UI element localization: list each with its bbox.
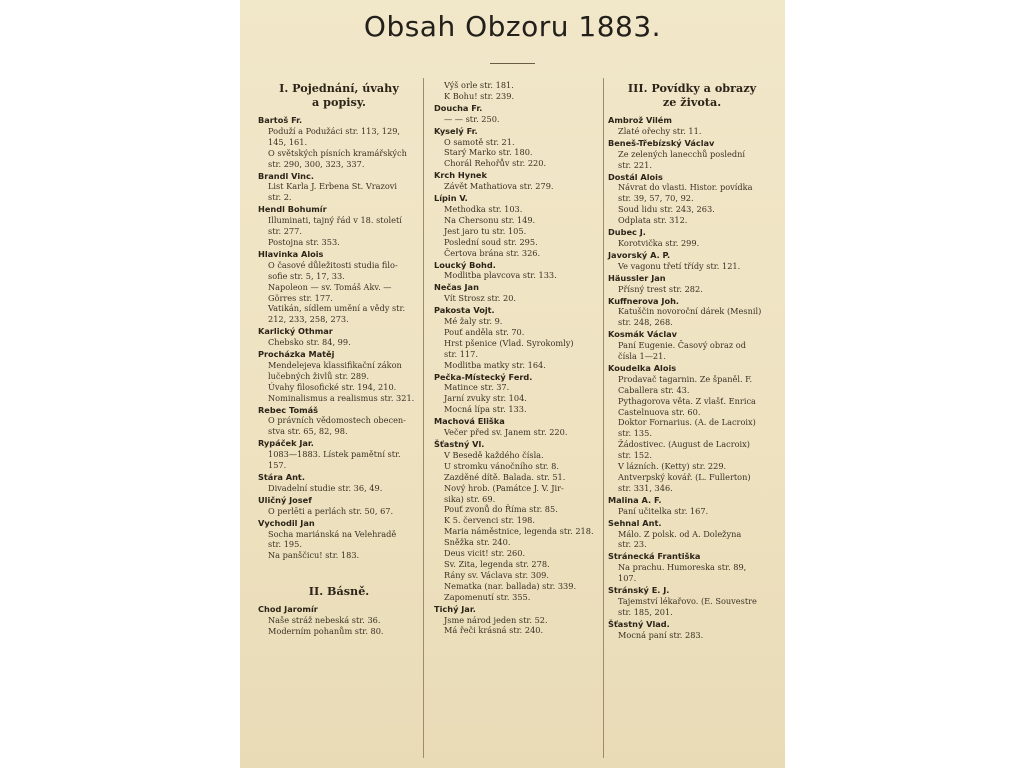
entry-line: Modlitba matky str. 164.	[444, 359, 546, 370]
entry-line: Nematka (nar. ballada) str. 339.	[444, 580, 577, 591]
author-name: Vychodil Jan	[258, 517, 315, 528]
author-block	[608, 329, 776, 362]
page-title: Obsah Obzoru 1883.	[363, 10, 662, 43]
entry-line: Postojna str. 353.	[268, 236, 340, 247]
entry-line: Zlaté ořechy str. 11.	[618, 125, 702, 136]
entry-line: Maria náměstnice, legenda str. 218.	[444, 526, 594, 537]
entry-line: Úvahy filosofické str. 194, 210.	[268, 381, 397, 392]
entry-line: O právních vědomostech obecen-	[268, 415, 406, 426]
entry-line: Výš orle str. 181.	[444, 80, 514, 90]
entry-line: Na prachu. Humoreska str. 89,	[618, 562, 747, 573]
entry-line: Deus vicit! str. 260.	[444, 548, 526, 559]
entry-line: O perlēti a perlách str. 50, 67.	[268, 505, 394, 516]
author-name: Tichý Jar.	[434, 603, 476, 614]
entry-line: Zapomenutí str. 355.	[444, 591, 531, 602]
entry-line: str. 117.	[444, 348, 478, 359]
entry-line: Rány sv. Václava str. 309.	[444, 569, 549, 580]
author-name: Karlický Othmar	[258, 326, 333, 337]
entry-line: Methodka str. 103.	[444, 203, 523, 214]
author-block	[258, 326, 420, 348]
entry-line: Tajemství lékařovo. (E. Souvestre	[618, 595, 757, 606]
author-block	[608, 619, 776, 641]
author-name: Procházka Matěj	[258, 349, 335, 360]
entry-line: Jarní zvuky str. 104.	[444, 393, 527, 404]
title-divider	[490, 63, 535, 64]
entry-line: Pouť anděla str. 70.	[444, 326, 525, 337]
author-name: Hlavinka Alois	[258, 248, 324, 259]
entry-line: Mocná lípa str. 133.	[444, 404, 527, 415]
entry-line: O světských písních kramářských	[268, 147, 407, 158]
author-block	[434, 260, 600, 282]
entry-line: str. 331, 346.	[618, 482, 673, 493]
author-block	[608, 250, 776, 272]
entry-line: Socha mariánská na Velehradě	[268, 528, 397, 539]
entry-line: sofie str. 5, 17, 33.	[268, 270, 345, 281]
entry-line: Na panščicu! str. 183.	[268, 550, 360, 561]
author-block	[608, 518, 776, 551]
entry-line: str. 277.	[268, 226, 302, 237]
author-block	[258, 438, 420, 471]
author-block	[434, 372, 600, 416]
author-block	[258, 495, 420, 517]
author-name: Dubec J.	[608, 227, 646, 238]
entry-line: stva str. 65, 82, 98.	[268, 426, 348, 437]
entry-line: Závět Mathatiova str. 279.	[444, 181, 554, 192]
entry-line: Vatikán, sídlem umění a vědy str.	[268, 303, 406, 314]
entry-line: Illuminati, tajný řád v 18. století	[268, 215, 402, 226]
entry-line: Nominalismus a realismus str. 321.	[268, 392, 415, 403]
author-name: Rebec Tomáš	[258, 404, 319, 415]
entry-line: Nový hrob. (Památce J. V. Jir-	[444, 482, 564, 493]
entry-line: 212, 233, 258, 273.	[268, 314, 349, 325]
author-block	[608, 495, 776, 517]
author-name: Kuffnerova Joh.	[608, 295, 680, 306]
entry-line: Sněžka str. 240.	[444, 537, 511, 548]
author-name: Kyselý Fr.	[434, 125, 478, 136]
entry-line: str. 135.	[618, 428, 652, 439]
entry-line: K 5. červenci str. 198.	[444, 515, 535, 526]
author-name: Dostál Alois	[608, 171, 663, 182]
author-name: Häussler Jan	[608, 272, 666, 283]
entry-line: 1083—1883. Lístek pamětní str.	[268, 449, 401, 460]
author-block	[258, 349, 420, 404]
author-block	[434, 193, 600, 258]
author-name: Machová Eliška	[434, 416, 505, 427]
entry-line: Sv. Zita, legenda str. 278.	[444, 558, 550, 569]
author-name: Lípin V.	[434, 193, 468, 204]
column-divider	[603, 78, 604, 758]
entry-line: str. 23.	[618, 539, 647, 550]
entry-line: Chebsko str. 84, 99.	[268, 337, 351, 348]
author-name: Stránský E. J.	[608, 585, 670, 596]
author-block	[608, 227, 776, 249]
entry-line: Ve vagonu třetí třídy str. 121.	[618, 260, 741, 271]
author-block	[434, 103, 600, 125]
entry-line: Pouť zvonů do Říma str. 85.	[444, 504, 558, 515]
author-block	[434, 439, 600, 603]
entry-line: sika) str. 69.	[444, 493, 496, 504]
entry-line: str. 221.	[618, 159, 652, 170]
author-name: Ambrož Vilém	[608, 115, 672, 125]
author-name: Pečka-Místecký Ferd.	[434, 371, 533, 382]
author-block	[258, 604, 420, 637]
author-name: Hendl Bohumír	[258, 204, 327, 215]
author-block	[608, 585, 776, 618]
author-block	[434, 170, 600, 192]
author-block	[608, 273, 776, 295]
entry-line: Návrat do vlasti. Histor. povídka	[618, 182, 753, 193]
entry-line: Málo. Z polsk. od A. Doležyna	[618, 528, 742, 539]
author-name: Uličný Josef	[258, 494, 312, 505]
entry-line: Katuščin novoroční dárek (Mesnil)	[618, 306, 762, 317]
entry-line: Ze zelených lanecchů poslední	[618, 148, 746, 159]
entry-line: Mé žaly str. 9.	[444, 316, 503, 327]
entry-line: Paní Eugenie. Časový obraz od	[618, 340, 746, 351]
entry-line: Antverpský kovář. (L. Fullerton)	[618, 472, 751, 482]
entry-line: čísla 1—21.	[618, 351, 666, 362]
entry-line: str. 39, 57, 70, 92.	[618, 193, 694, 204]
entry-line: Přísný trest str. 282.	[618, 283, 703, 294]
entry-line: str. 290, 300, 323, 337.	[268, 158, 365, 169]
author-block	[608, 551, 776, 584]
entry-line: Jsme národ jeden str. 52.	[444, 614, 548, 625]
author-name: Rypáček Jar.	[258, 438, 314, 449]
entry-line: Soud lidu str. 243, 263.	[618, 204, 715, 215]
entry-line: Žádostivec. (August de Lacroix)	[618, 439, 750, 450]
entry-line: Čertova brána str. 326.	[444, 247, 541, 258]
author-name: Pakosta Vojt.	[434, 305, 495, 316]
entry-line: Jest jaro tu str. 105.	[444, 225, 527, 236]
author-name: Stára Ant.	[258, 472, 305, 482]
author-block	[258, 204, 420, 248]
entry-line: Hrst pšenice (Vlad. Syrokomly)	[444, 337, 574, 348]
entry-line: str. 195.	[268, 539, 302, 550]
column-divider	[423, 78, 424, 758]
author-name: Koudelka Alois	[608, 362, 677, 373]
entry-line: Odplata str. 312.	[618, 215, 688, 226]
author-block	[258, 518, 420, 562]
entry-line: Večer před sv. Janem str. 220.	[444, 427, 568, 438]
author-block	[258, 249, 420, 325]
author-block	[434, 416, 600, 438]
entry-line: Modlitba plavcova str. 133.	[444, 270, 557, 281]
entry-line: str. 2.	[268, 192, 292, 203]
entry-line: Má řeči krásná str. 240.	[444, 625, 544, 636]
author-name: Nečas Jan	[434, 282, 479, 293]
author-name: Loucký Bohd.	[434, 259, 496, 270]
entry-line: Pythagorova věta. Z vlašť. Enrica	[618, 395, 756, 406]
author-block	[608, 296, 776, 329]
column-1	[258, 78, 420, 637]
entry-line: Matince str. 37.	[444, 382, 510, 393]
entry-line: Doktor Fornarius. (A. de Lacroix)	[618, 417, 756, 428]
author-name: Brandl Vinc.	[258, 170, 314, 181]
entry-line: Na Chersonu str. 149.	[444, 214, 536, 225]
section-heading: I. Pojednání, úvahy a popisy.	[279, 81, 399, 109]
entry-line: V Besedě každého čísla.	[444, 449, 544, 460]
entry-line: str. 248, 268.	[618, 317, 673, 328]
author-name: Bartoš Fr.	[258, 115, 303, 125]
entry-line: O samotě str. 21.	[444, 136, 515, 147]
author-block	[608, 138, 776, 171]
author-block	[258, 405, 420, 438]
author-name: Chod Jaromír	[258, 604, 318, 615]
index-page	[240, 0, 785, 768]
entry-line: O časové důležitosti studia filo-	[268, 259, 398, 270]
author-name: Sehnal Ant.	[608, 517, 662, 528]
entry-line: Vít Strosz str. 20.	[444, 293, 517, 304]
entry-line: Poduží a Podužáci str. 113, 129,	[268, 125, 401, 136]
entry-line: List Karla J. Erbena St. Vrazovi	[268, 181, 398, 192]
entry-line: Moderním pohanům str. 80.	[268, 626, 384, 637]
entry-line: Chorál Rehořův str. 220.	[444, 158, 547, 169]
author-block	[258, 472, 420, 494]
entry-line: str. 185, 201.	[618, 606, 673, 617]
author-block	[434, 80, 600, 102]
column-3	[608, 78, 776, 641]
author-name: Krch Hynek	[434, 170, 487, 181]
section-heading: III. Povídky a obrazy ze života.	[627, 81, 757, 109]
entry-line: Divadelní studie str. 36, 49.	[268, 482, 383, 493]
entry-line: K Bohu! str. 239.	[444, 90, 515, 101]
author-block	[608, 172, 776, 227]
entry-line: 107.	[618, 573, 637, 584]
entry-line: U stromku vánočního str. 8.	[444, 460, 559, 471]
entry-line: Poslední soud str. 295.	[444, 236, 538, 247]
entry-line: Prodavač tagarnin. Ze španěl. F.	[618, 373, 753, 384]
author-block	[608, 363, 776, 494]
entry-line: lučebných živlů str. 289.	[268, 370, 369, 381]
entry-line: str. 152.	[618, 450, 652, 461]
author-name: Šťastný Vlad.	[608, 618, 670, 629]
entry-line: Korotvička str. 299.	[618, 237, 700, 248]
entry-line: Zazděné dítě. Balada. str. 51.	[444, 471, 566, 482]
author-name: Beneš-Třebízský Václav	[608, 137, 715, 148]
entry-line: Paní učitelka str. 167.	[618, 505, 709, 516]
column-2	[434, 80, 600, 636]
entry-line: 145, 161.	[268, 136, 308, 147]
entry-line: — — str. 250.	[444, 113, 500, 124]
entry-line: V lázních. (Ketty) str. 229.	[618, 461, 727, 472]
author-name: Doucha Fr.	[434, 102, 483, 113]
author-name: Stránecká Františka	[608, 551, 701, 562]
author-name: Malina A. F.	[608, 494, 662, 505]
author-name: Javorský A. P.	[608, 249, 671, 260]
entry-line: Mocná paní str. 283.	[618, 629, 704, 640]
section-spacer	[258, 561, 420, 581]
author-block	[434, 604, 600, 637]
entry-line: Mendelejeva klassifikační zákon	[268, 359, 402, 370]
entry-line: Starý Marko str. 180.	[444, 147, 533, 158]
author-block	[434, 126, 600, 170]
entry-line: Naše stráž nebeská str. 36.	[268, 615, 381, 626]
author-block	[434, 282, 600, 304]
entry-line: Görres str. 177.	[268, 292, 333, 303]
author-name: Šťastný Vl.	[434, 439, 485, 449]
author-block	[608, 115, 776, 137]
author-block	[258, 115, 420, 170]
section-heading: II. Básně.	[308, 584, 370, 599]
entry-line: Castelnuova str. 60.	[618, 406, 701, 417]
author-name: Kosmák Václav	[608, 329, 677, 340]
author-block	[434, 305, 600, 370]
entry-line: Caballera str. 43.	[618, 384, 690, 395]
entry-line: 157.	[268, 460, 287, 471]
entry-line: Napoleon — sv. Tomáš Akv. —	[268, 281, 392, 292]
author-block	[258, 171, 420, 204]
